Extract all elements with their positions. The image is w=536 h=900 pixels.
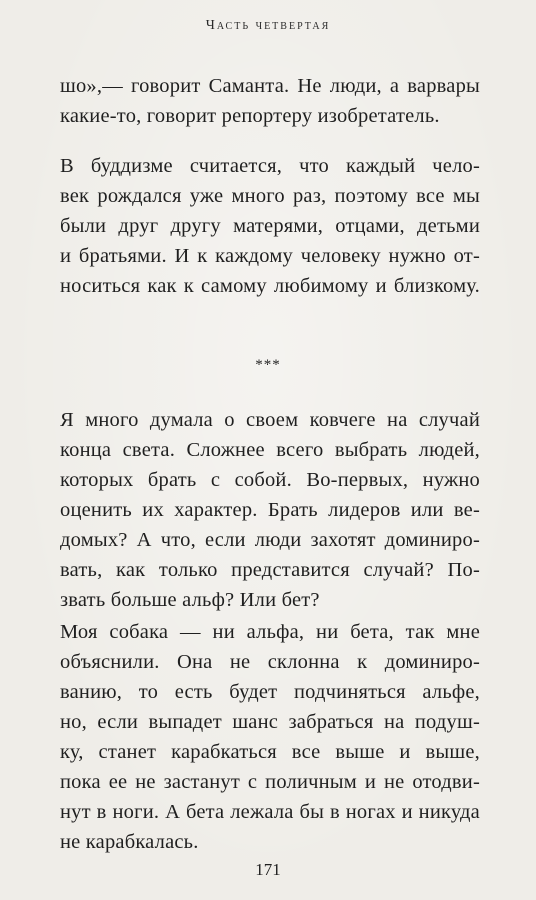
text-line: нут в ноги. А бета лежала бы в ногах и никуда (60, 801, 480, 823)
text-line: век рождался уже много раз, поэтому все мы (60, 185, 480, 207)
text-line: были друг другу матерями, отцами, детьми (60, 215, 480, 237)
text-line: и братьями. И к каждому человеку нужно от- (60, 245, 480, 267)
text-line: оценить их характер. Брать лидеров или ве- (60, 499, 480, 521)
text-line: Я много думала о своем ковчеге на случай (60, 409, 480, 431)
text-line: пока ее не застанут с поличным и не отодви- (60, 771, 480, 793)
text-line: звать больше альф? Или бет? (60, 589, 320, 611)
text-line: шо»,— говорит Саманта. Не люди, а варвары (60, 75, 480, 97)
text-line: домых? А что, если люди захотят доминиро- (60, 529, 480, 551)
section-separator: *** (255, 357, 281, 373)
text-line: ванию, то есть будет подчиняться альфе, (60, 681, 480, 703)
text-line: которых брать с собой. Во-первых, нужно (60, 469, 480, 491)
page-number: 171 (255, 860, 281, 879)
text-line: но, если выпадет шанс забраться на подуш- (60, 711, 480, 733)
text-line: вать, как только представится случай? По- (60, 559, 480, 581)
text-line: не карабкалась. (60, 831, 199, 853)
text-line: объяснили. Она не склонна к доминиро- (60, 651, 480, 673)
text-line: ку, станет карабкаться все выше и выше, (60, 741, 480, 763)
text-line: Моя собака — ни альфа, ни бета, так мне (60, 621, 480, 643)
text-line: конца света. Сложнее всего выбрать людей, (60, 439, 480, 461)
text-line: В буддизме считается, что каждый чело- (60, 155, 480, 177)
text-line: носиться как к самому любимому и близкому. (60, 275, 480, 297)
text-line: какие-то, говорит репортеру изобретатель. (60, 105, 440, 127)
running-head: Часть четвертая (205, 18, 331, 33)
